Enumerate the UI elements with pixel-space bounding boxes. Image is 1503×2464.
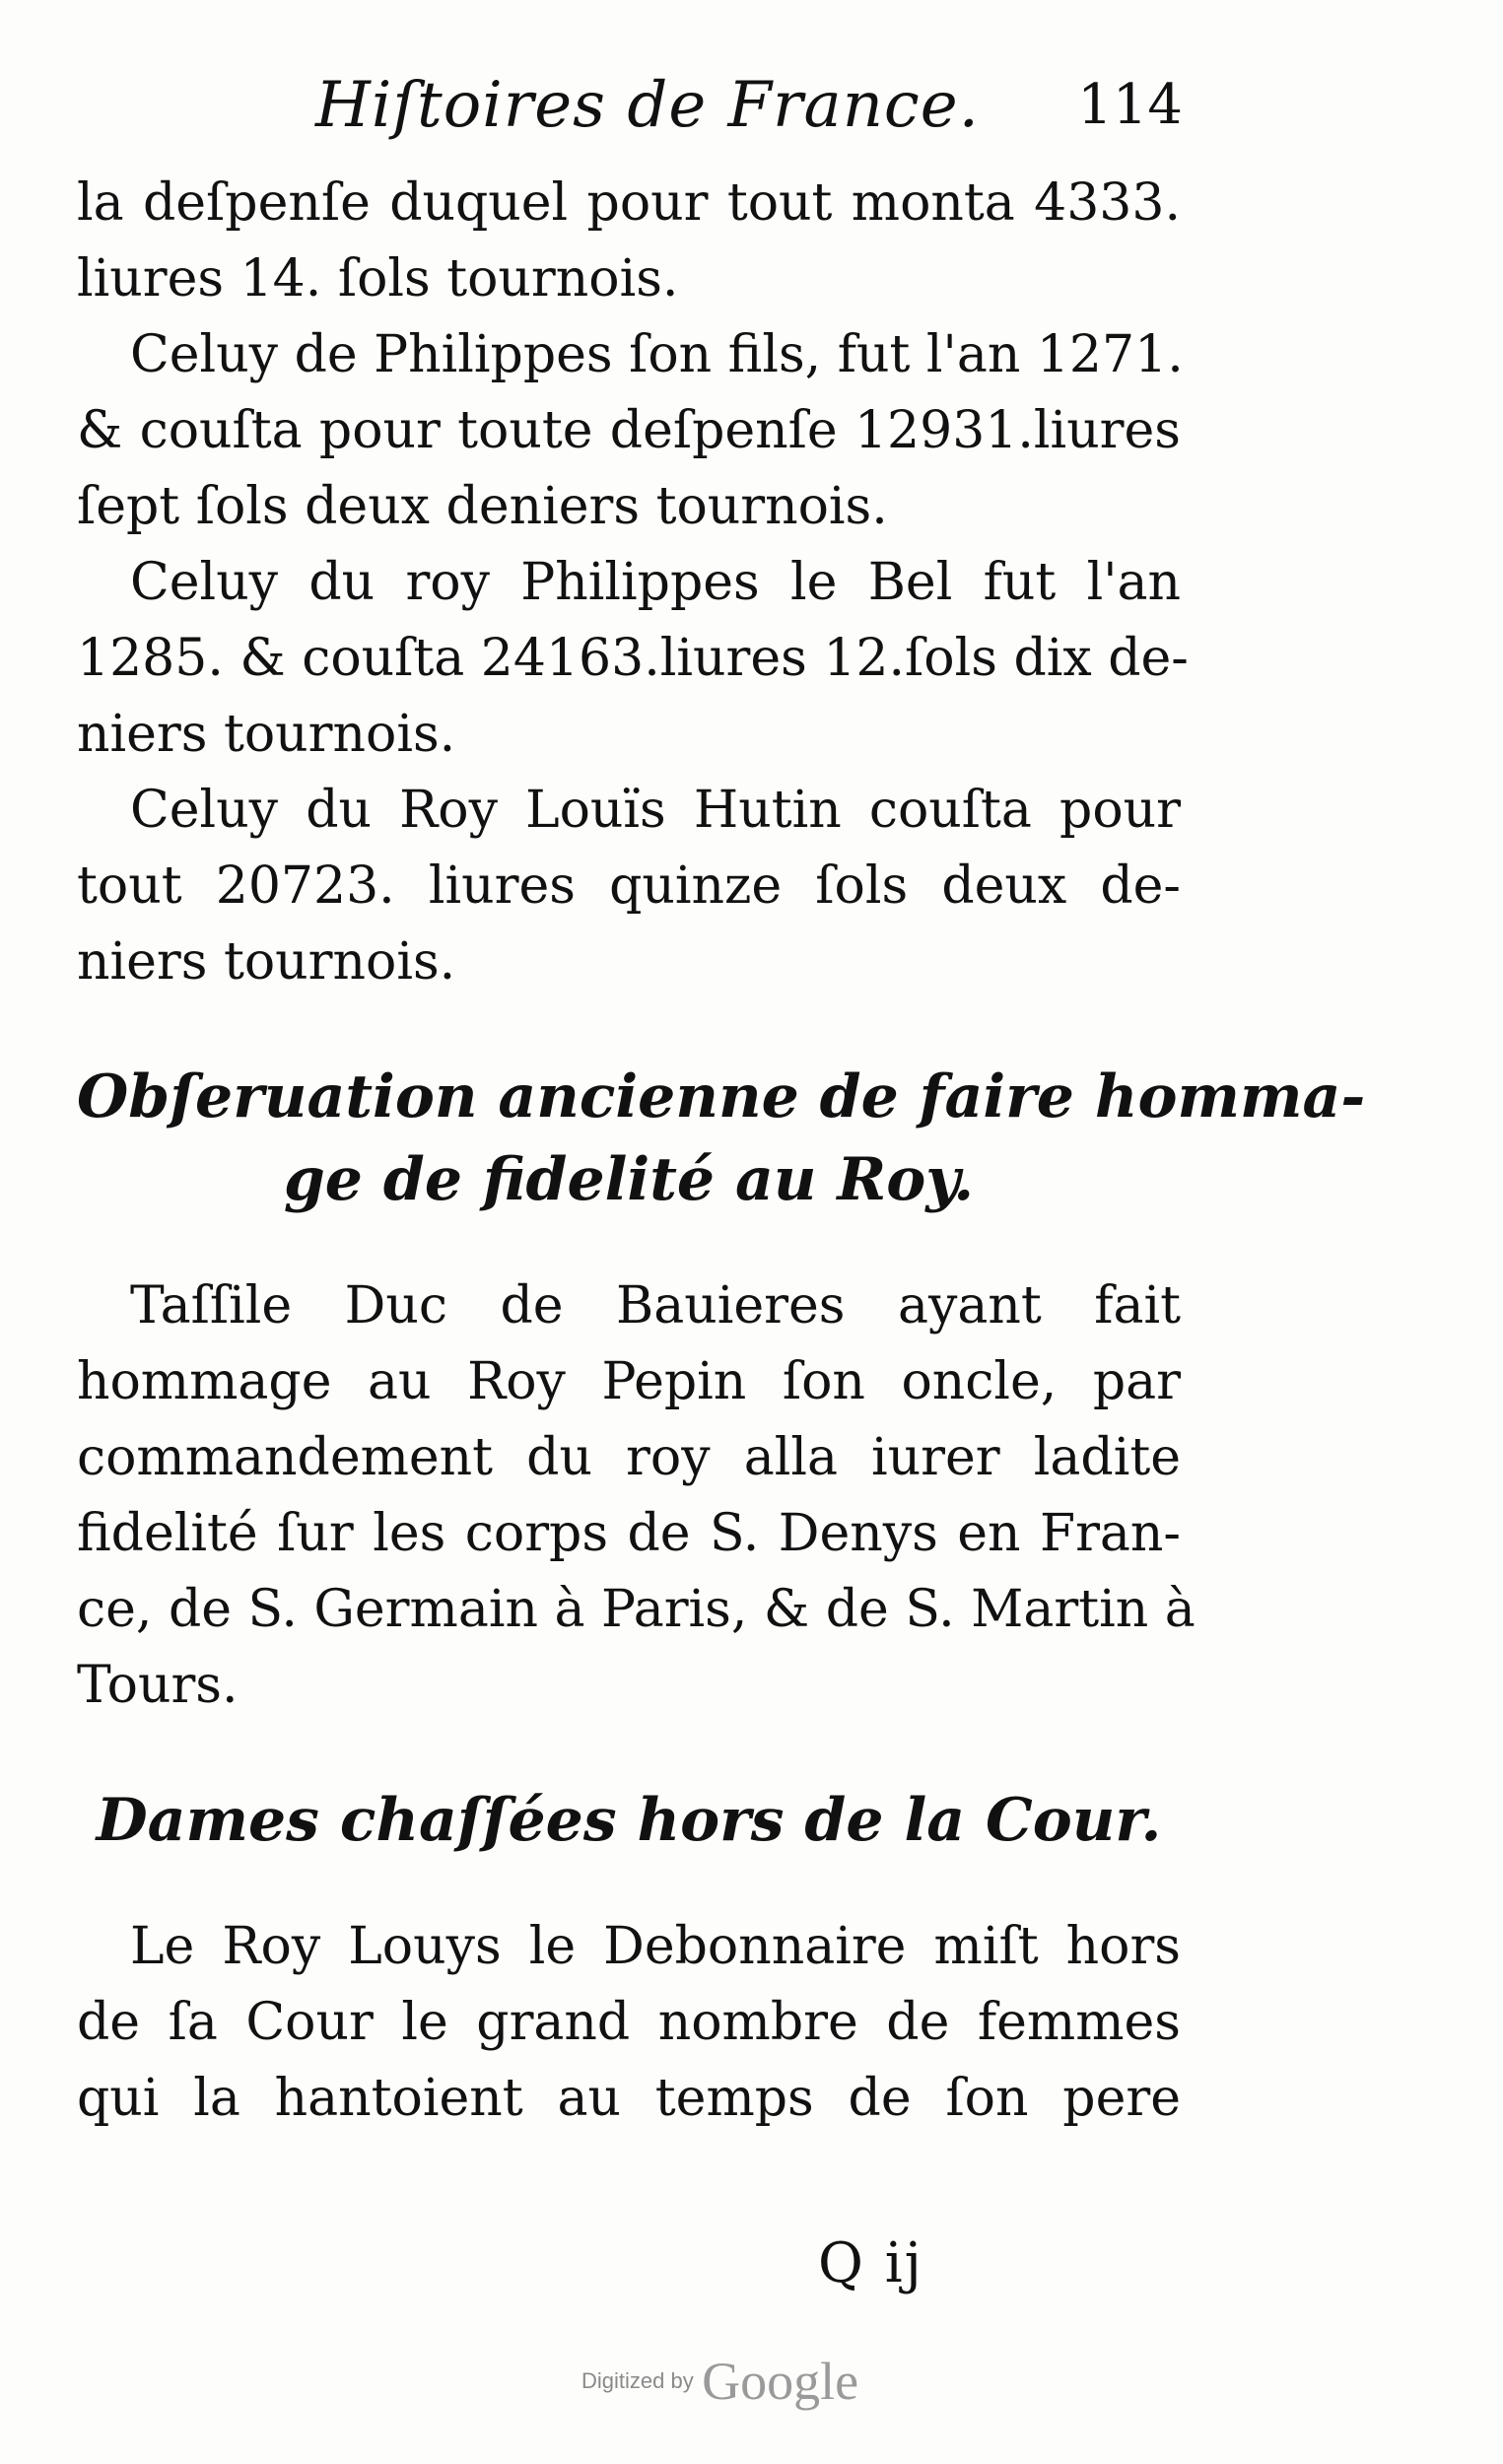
page-header bbox=[79, 69, 1183, 168]
text-line: de ſa Cour le grand nombre de femmes bbox=[77, 1993, 1181, 2052]
text-line: Taſſile Duc de Bauieres ayant fait bbox=[130, 1276, 1181, 1335]
text-line: la deſpenſe duquel pour tout monta 4333. bbox=[77, 173, 1181, 233]
text-line: Celuy du Roy Louïs Hutin couſta pour bbox=[130, 781, 1181, 840]
text-line: 1285. & couſta 24163.liures 12.ſols dix de- bbox=[77, 629, 1189, 688]
paragraph-tassile bbox=[77, 1268, 1196, 1724]
text-line: & couſta pour toute deſpenſe 12931.liures bbox=[77, 401, 1181, 460]
heading-line: ge de fidelité au Roy. bbox=[283, 1145, 975, 1214]
digitized-watermark bbox=[581, 2351, 858, 2412]
page-number: 114 bbox=[1077, 73, 1183, 137]
text-line: liures 14. ſols tournois. bbox=[77, 249, 679, 308]
text-line: tout 20723. liures quinze ſols deux de- bbox=[77, 856, 1181, 916]
text-line: Tours. bbox=[77, 1656, 239, 1715]
text-line: commandement du roy alla iurer ladite bbox=[77, 1428, 1181, 1487]
heading-line: Obſeruation ancienne de faire homma- bbox=[77, 1062, 1366, 1131]
paragraph-louis-hutin bbox=[77, 773, 1181, 1000]
text-line: Le Roy Louys le Debonnaire miſt hors bbox=[130, 1917, 1181, 1976]
paragraph-philippe-le-bel bbox=[77, 545, 1189, 773]
heading-line: Dames chaſſées hors de la Cour. bbox=[96, 1786, 1162, 1855]
google-logo: Google bbox=[702, 2352, 859, 2411]
signature-mark: Q ij bbox=[818, 2231, 923, 2295]
text-line: hommage au Roy Pepin ſon oncle, par bbox=[77, 1352, 1181, 1411]
text-line: Celuy de Philippes ſon fils, fut l'an 1271. bbox=[130, 325, 1184, 384]
page-body bbox=[77, 166, 1366, 2137]
paragraph-louys bbox=[77, 1909, 1181, 2137]
running-title: Hiſtoires de France. bbox=[315, 69, 980, 142]
text-line: ce, de S. Germain à Paris, & de S. Martin à bbox=[77, 1580, 1196, 1639]
section-heading-dames bbox=[77, 1779, 1181, 1862]
text-line: ſept ſols deux deniers tournois. bbox=[77, 477, 888, 536]
text-line: niers tournois. bbox=[77, 705, 456, 764]
paragraph-continuation bbox=[77, 166, 1181, 317]
text-line: Celuy du roy Philippes le Bel fut l'an bbox=[130, 553, 1181, 612]
watermark-prefix: Digitized by bbox=[581, 2368, 694, 2393]
text-line: niers tournois. bbox=[77, 932, 456, 992]
paragraph-philippe bbox=[77, 317, 1184, 545]
text-line: fidelité ſur les corps de S. Denys en Fran- bbox=[77, 1504, 1181, 1563]
section-heading-hommage bbox=[77, 1056, 1366, 1221]
text-line: qui la hantoient au temps de ſon pere bbox=[77, 2069, 1181, 2128]
